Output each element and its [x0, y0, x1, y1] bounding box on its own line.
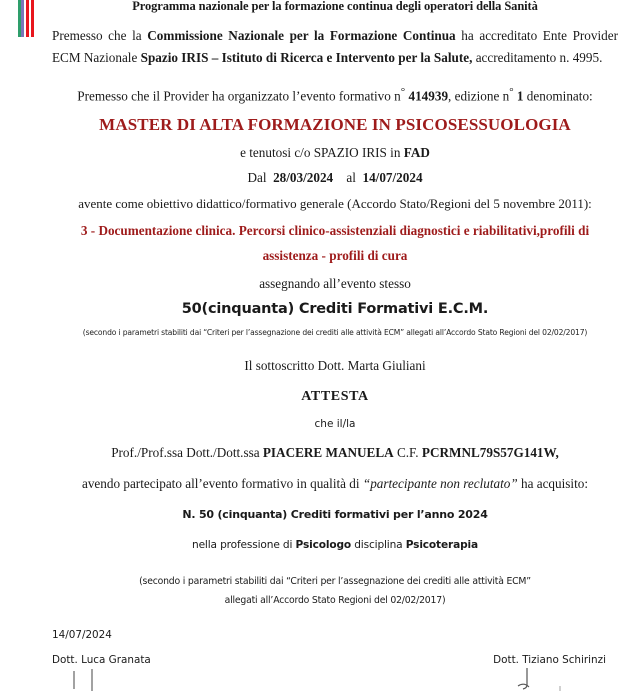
- prof-prefix: Prof./Prof.ssa Dott./Dott.ssa: [111, 445, 263, 461]
- obiettivo-line-2: assistenza - profili di cura: [262, 248, 408, 264]
- crediti-fineprint: (secondo i parametri stabiliti dai “Criteri per l’assegnazione dei crediti alle attività ECM” allegati all’Accordo Stato Regioni del 02/02/2017): [82, 328, 588, 338]
- event-end-date: 14/07/2024: [362, 170, 423, 186]
- avendo-partecipato-line: [52, 461, 618, 492]
- ordinal-indicator-2: °: [509, 86, 514, 98]
- participant-name: PIACERE MANUELA: [262, 445, 394, 461]
- event-start-date: 28/03/2024: [273, 170, 334, 186]
- event-title: MASTER DI ALTA FORMAZIONE IN PSICOSESSUOLOGIA: [99, 115, 571, 135]
- issue-date: 14/07/2024: [52, 629, 112, 642]
- signature-name-right: Dott. Tiziano Schirinzi: [493, 654, 606, 667]
- avendo-prefix: avendo partecipato all’evento formativo in qualità di: [81, 476, 363, 492]
- footer-fineprint: [52, 551, 618, 610]
- footer-fineprint-line-2: allegati all’Accordo Stato Regioni del 02/02/2017): [224, 595, 446, 607]
- sottoscritto-line: Il sottoscritto Dott. Marta Giuliani: [244, 358, 426, 374]
- assegnando-text: assegnando all’evento stesso: [259, 276, 411, 292]
- premessa1-part3: accreditamento n. 4995.: [472, 49, 603, 65]
- document-content: [52, 0, 618, 666]
- event-date-range: [52, 161, 618, 186]
- participation-quality: “partecipante non reclutato”: [362, 476, 518, 492]
- page-title: Programma nazionale per la formazione continua degli operatori della Sanità: [132, 0, 538, 13]
- event-venue-line: [52, 135, 618, 161]
- edizione-numero: 1: [516, 88, 524, 104]
- flag-stripes-decoration: [18, 0, 36, 37]
- signature-block-left: [52, 654, 151, 666]
- disciplina-value: Psicoterapia: [405, 539, 478, 552]
- premessa1-part2: ha accreditato Ente Provider ECM Nazionale: [52, 28, 618, 65]
- participant-fiscal-code: PCRMNL79S57G141W,: [421, 445, 559, 461]
- signature-block-right: [493, 654, 618, 666]
- venue-prefix: e tenutosi c/o SPAZIO IRIS in: [240, 145, 404, 161]
- avendo-suffix: ha acquisito:: [517, 476, 589, 492]
- professione-line: [52, 521, 618, 551]
- che-illa-label: che il/la: [314, 418, 356, 431]
- handwritten-signature-left-icon: [68, 669, 128, 691]
- commissione-nazionale-name: Commissione Nazionale per la Formazione Continua: [147, 28, 456, 43]
- signature-row: [52, 641, 618, 666]
- handwritten-signature-right-icon: [515, 668, 585, 692]
- crediti-formativi-value: 50(cinquanta) Crediti Formativi E.C.M.: [181, 301, 489, 318]
- crediti-anno-line: N. 50 (cinquanta) Crediti formativi per l’anno 2024: [182, 508, 488, 522]
- participant-line: [52, 430, 618, 461]
- obiettivo-line-1: 3 - Documentazione clinica. Percorsi clinico-assistenziali diagnostici e riabilitativi,profili di: [80, 223, 590, 239]
- premessa2-part2: , edizione n: [448, 88, 510, 104]
- footer-fineprint-line-1: (secondo i parametri stabiliti dai “Criteri per l’assegnazione dei crediti alle attività ECM”: [139, 576, 531, 588]
- premessa-paragraph-1: [52, 13, 618, 68]
- disciplina-prefix: disciplina: [351, 539, 406, 552]
- professione-value: Psicologo: [295, 539, 352, 552]
- premessa1-part1: Premesso che la: [52, 28, 148, 43]
- professione-prefix: nella professione di: [192, 539, 296, 552]
- venue-mode: FAD: [403, 145, 430, 161]
- date-middle-label: al: [346, 170, 356, 186]
- premessa-paragraph-2: [52, 68, 618, 106]
- provider-name: Spazio IRIS – Istituto di Ricerca e Intervento per la Salute,: [140, 49, 473, 65]
- attesta-heading: ATTESTA: [301, 389, 369, 405]
- obiettivo-intro: avente come obiettivo didattico/formativo generale (Accordo Stato/Regioni del 5 novembre 2011):: [78, 196, 592, 212]
- cf-label: C.F.: [393, 445, 422, 461]
- premessa2-part3: denominato:: [523, 88, 593, 104]
- premessa2-part1: Premesso che il Provider ha organizzato l’evento formativo n: [77, 88, 401, 104]
- stripe-red-outer: [31, 0, 34, 37]
- evento-numero: 414939: [408, 88, 449, 104]
- ordinal-indicator-1: °: [400, 86, 406, 98]
- signature-name-left: Dott. Luca Granata: [52, 654, 151, 667]
- date-prefix-label: Dal: [247, 170, 267, 186]
